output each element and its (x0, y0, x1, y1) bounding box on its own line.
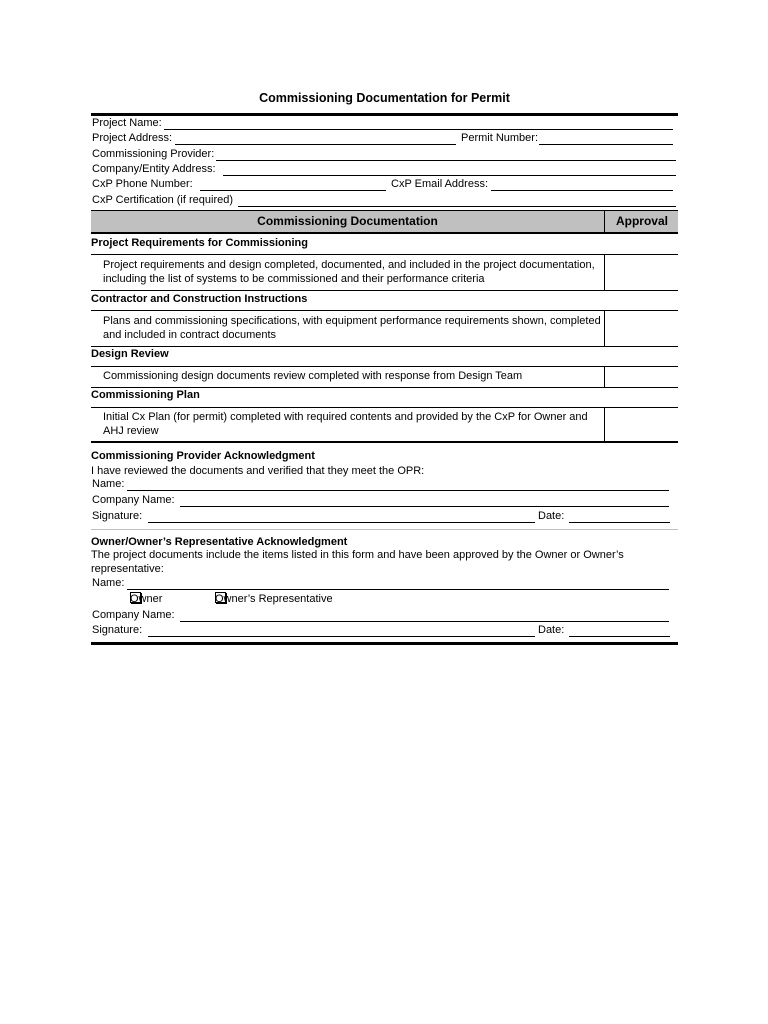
project-name-label: Project Name: (92, 117, 162, 129)
owner-ack-title: Owner/Owner’s Representative Acknowledgment (91, 536, 348, 548)
provider-field[interactable] (216, 160, 676, 161)
table-header (91, 210, 678, 234)
provider-name-row (91, 477, 678, 492)
owner-date-field[interactable] (569, 636, 670, 637)
provider-date-field[interactable] (569, 522, 670, 523)
cxp-contact-row (91, 177, 678, 192)
company-address-row (91, 162, 678, 177)
provider-signature-field[interactable] (148, 522, 535, 523)
table-row-contractor (91, 310, 678, 347)
section-title-cx-plan: Commissioning Plan (91, 389, 200, 401)
owner-name-label: Name: (92, 577, 125, 589)
contractor-text: Plans and commissioning specifications, with equipment performance requirements shown, completed and included in contract documents (103, 315, 601, 341)
ack-divider (91, 529, 678, 530)
provider-signature-label: Signature: (92, 510, 143, 522)
section-title-design-review: Design Review (91, 348, 169, 360)
cxp-cert-label: CxP Certification (if required) (92, 194, 234, 206)
provider-ack-title: Commissioning Provider Acknowledgment (91, 450, 315, 462)
documentation-header: Commissioning Documentation (257, 214, 438, 228)
owner-name-field[interactable] (127, 589, 669, 590)
owner-company-label: Company Name: (92, 609, 175, 621)
provider-ack-statement: I have reviewed the documents and verified that they meet the OPR: (91, 465, 425, 477)
owner-signature-label: Signature: (92, 624, 143, 636)
table-row-cx-plan (91, 407, 678, 443)
provider-company-field[interactable] (180, 506, 669, 507)
approval-cell-design-review[interactable] (604, 367, 679, 387)
project-address-row (91, 131, 678, 146)
section-title-contractor: Contractor and Construction Instructions (91, 293, 308, 305)
project-address-label: Project Address: (92, 132, 173, 144)
project-name-row (91, 116, 678, 131)
project-name-field[interactable] (164, 129, 673, 130)
provider-company-label: Company Name: (92, 494, 175, 506)
cxp-phone-field[interactable] (200, 190, 386, 191)
permit-number-field[interactable] (539, 144, 673, 145)
permit-number-label: Permit Number: (461, 132, 539, 144)
requirements-text: Project requirements and design completed, documented, and included in the project documentation, including the list of systems to be commissioned and their performance criteria (103, 259, 595, 285)
form-title: Commissioning Documentation for Permit (259, 91, 510, 105)
provider-signature-row (91, 509, 678, 524)
owner-ack-statement: The project documents include the items listed in this form and have been approved by the Owner or Owner’s representative: (91, 549, 624, 575)
owner-type-row (91, 592, 678, 607)
cxp-phone-label: CxP Phone Number: (92, 178, 193, 190)
table-bottom-rule (91, 441, 678, 443)
owner-company-row (91, 608, 678, 623)
provider-name-label: Name: (92, 478, 125, 490)
provider-date-label: Date: (538, 510, 565, 522)
approval-cell-cx-plan[interactable] (604, 408, 679, 442)
owner-signature-row (91, 623, 678, 638)
cxp-email-field[interactable] (491, 190, 673, 191)
provider-row (91, 147, 678, 162)
approval-cell-contractor[interactable] (604, 311, 679, 346)
cx-plan-text: Initial Cx Plan (for permit) completed with required contents and provided by the CxP for Owner and AHJ review (103, 411, 588, 437)
design-review-text: Commissioning design documents review completed with response from Design Team (103, 370, 523, 382)
company-address-label: Company/Entity Address: (92, 163, 216, 175)
provider-company-row (91, 493, 678, 508)
cxp-email-label: CxP Email Address: (391, 178, 489, 190)
bottom-rule (91, 642, 678, 645)
provider-label: Commissioning Provider: (92, 148, 215, 160)
cxp-cert-row (91, 193, 678, 208)
approval-header: Approval (604, 211, 679, 232)
owner-date-label: Date: (538, 624, 565, 636)
approval-cell-requirements[interactable] (604, 255, 679, 290)
owner-signature-field[interactable] (148, 636, 535, 637)
owner-company-field[interactable] (180, 621, 669, 622)
owner-option-label: Owner (130, 593, 163, 605)
owner-name-row (91, 576, 678, 591)
cxp-cert-field[interactable] (238, 206, 676, 207)
owner-rep-option-label: Owner’s Representative (215, 593, 333, 605)
table-row-requirements (91, 254, 678, 291)
section-title-requirements: Project Requirements for Commissioning (91, 237, 308, 249)
company-address-field[interactable] (223, 175, 676, 176)
project-address-field[interactable] (175, 144, 456, 145)
table-row-design-review (91, 366, 678, 388)
provider-name-field[interactable] (127, 490, 669, 491)
